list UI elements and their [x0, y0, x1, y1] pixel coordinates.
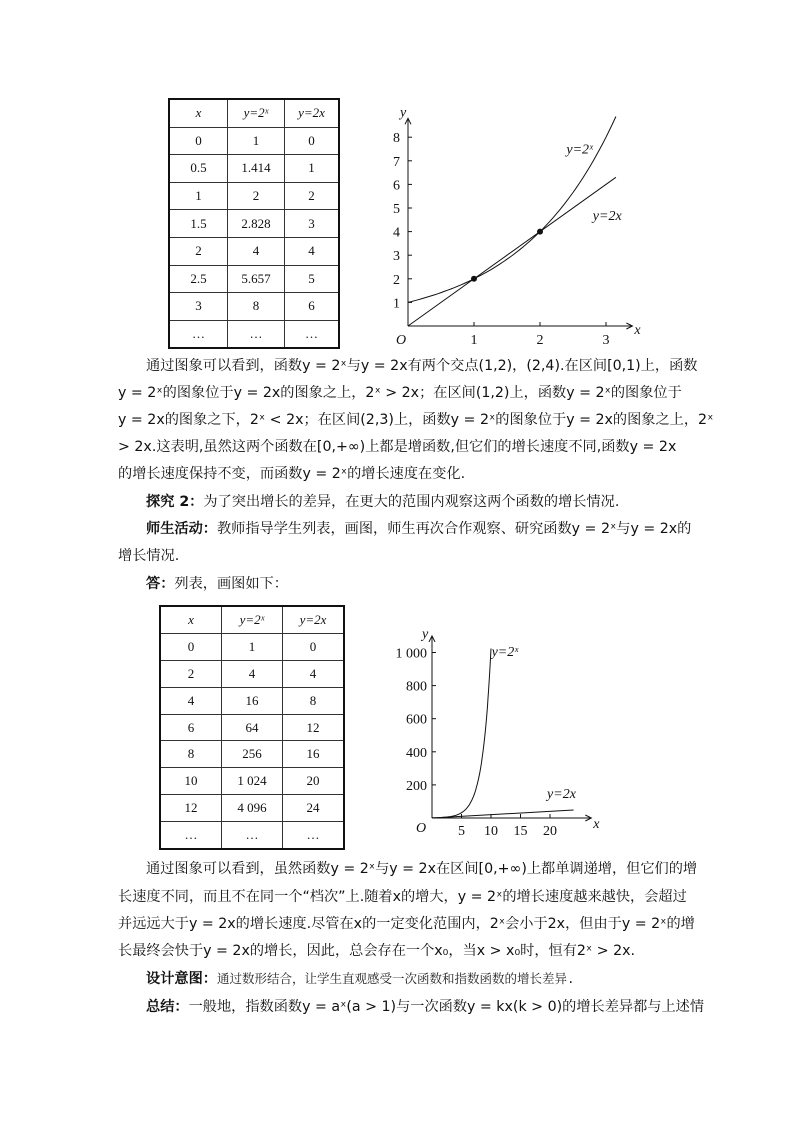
y-tick-label: 1 000 — [395, 646, 427, 662]
table-header-row — [160, 606, 344, 633]
table-cell: 2 — [160, 660, 222, 687]
y-tick-label: 5 — [393, 202, 400, 217]
design-intent — [146, 968, 574, 988]
table-cell: 3 — [285, 210, 340, 238]
x-tick-label: 3 — [602, 333, 610, 348]
answer-label: 答： — [146, 576, 175, 592]
y-tick-label: 200 — [406, 778, 427, 794]
summary-label: 总结： — [146, 999, 189, 1015]
x-tick-label: 20 — [543, 824, 557, 839]
table-cell: … — [285, 320, 340, 348]
activity — [146, 518, 691, 538]
table-cell: … — [222, 822, 283, 849]
legend-exp-label: y=2ˣ — [491, 644, 519, 660]
para2-line2: 长速度不同，而且不在同一个“档次”上.随着x的增大，y = 2ˣ的增长速度越来越快，会超过 — [118, 889, 687, 905]
table-header-cell: y=2ˣ — [228, 99, 285, 127]
table-cell: 8 — [283, 687, 345, 714]
table-cell: 5 — [285, 265, 340, 293]
table-cell: … — [283, 822, 345, 849]
table-header-cell: y=2ˣ — [222, 606, 283, 633]
table-cell: 12 — [283, 714, 345, 741]
table-row — [160, 795, 344, 822]
table-cell: 4 — [160, 687, 222, 714]
origin-label: O — [396, 333, 407, 348]
table-cell: 16 — [283, 741, 345, 768]
table-header-cell: y=2x — [285, 99, 340, 127]
x-tick-label: 1 — [470, 333, 478, 348]
table-cell: 3 — [169, 293, 228, 321]
table-header-cell: x — [160, 606, 222, 633]
table-row — [160, 768, 344, 795]
table-cell: 2 — [285, 182, 340, 210]
origin-label: O — [416, 821, 427, 836]
table-cell: 0 — [285, 127, 340, 155]
explore2 — [146, 491, 619, 511]
table-row — [160, 714, 344, 741]
table-cell: 24 — [283, 795, 345, 822]
table-row — [169, 237, 339, 265]
table-row — [169, 182, 339, 210]
table-cell: 4 — [222, 660, 283, 687]
y-tick-label: 7 — [393, 154, 400, 170]
table-cell: … — [160, 822, 222, 849]
y-axis-label: y — [400, 105, 407, 121]
table-row — [169, 127, 339, 155]
table-cell: 20 — [283, 768, 345, 795]
table-cell: 1 — [222, 633, 283, 660]
x-tick-label: 5 — [458, 824, 465, 839]
table-cell: 6 — [160, 714, 222, 741]
table-header-row — [169, 99, 339, 127]
y-tick-label: 600 — [406, 712, 427, 728]
table-cell: 8 — [228, 293, 285, 321]
y-tick-label: 4 — [393, 225, 400, 241]
legend-linear-label: y=2x — [592, 208, 622, 224]
legend-exp-label: y=2ˣ — [566, 142, 594, 158]
y-tick-label: 800 — [406, 679, 427, 695]
series-exp-curve — [432, 649, 491, 818]
table-cell: 1.414 — [228, 155, 285, 183]
table-cell: 0 — [283, 633, 345, 660]
table-row — [160, 633, 344, 660]
table-cell: 2.828 — [228, 210, 285, 238]
table-cell: 4 — [283, 660, 345, 687]
answer-text: 列表，画图如下： — [174, 576, 288, 592]
table-cell: 256 — [222, 741, 283, 768]
table-cell: 2 — [169, 237, 228, 265]
y-tick-label: 6 — [393, 178, 400, 194]
table-cell: … — [169, 320, 228, 348]
table-row — [169, 320, 339, 348]
answer — [146, 573, 288, 593]
para1-line2: y = 2ˣ的图象位于y = 2x的图象之上，2ˣ > 2x；在区间(1,2)上，函数y = 2ˣ的图象位于 — [118, 385, 682, 401]
para1-line4: > 2x.这表明,虽然这两个函数在[0,+∞)上都是增函数,但它们的增长速度不同,函数y = 2x — [118, 439, 677, 455]
chart-exp-vs-linear-small — [385, 95, 655, 355]
table-row — [169, 210, 339, 238]
table-cell: 1 — [285, 155, 340, 183]
table-row — [169, 293, 339, 321]
table-cell: 64 — [222, 714, 283, 741]
series-linear-line — [432, 810, 574, 818]
table-cell: 8 — [160, 741, 222, 768]
table-cell: 1 — [228, 127, 285, 155]
table-cell: 0.5 — [169, 155, 228, 183]
series-linear-line — [408, 177, 616, 326]
table-cell: 2 — [228, 182, 285, 210]
activity-text1: 教师指导学生列表，画图，师生再次合作观察、研究函数y = 2ˣ与y = 2x的 — [216, 521, 692, 537]
y-axis-label: y — [422, 626, 429, 642]
design-label: 设计意图： — [146, 971, 217, 987]
chart-exp-vs-linear-large — [380, 610, 660, 840]
table-cell: … — [228, 320, 285, 348]
table-cell: 10 — [160, 768, 222, 795]
table-cell: 4 — [228, 237, 285, 265]
activity-line2: 增长情况. — [118, 548, 180, 564]
summary — [146, 996, 704, 1016]
para1-line1: 通过图象可以看到，函数y = 2ˣ与y = 2x有两个交点(1,2)，(2,4).在区间[0,1)上，函数 — [146, 358, 698, 374]
explore2-text: 为了突出增长的差异，在更大的范围内观察这两个函数的增长情况. — [203, 494, 620, 510]
table-cell: 2.5 — [169, 265, 228, 293]
table-row — [160, 687, 344, 714]
y-tick-label: 3 — [393, 249, 400, 265]
table-cell: 1 — [169, 182, 228, 210]
para1-line3: y = 2x的图象之下，2ˣ < 2x；在区间(2,3)上，函数y = 2ˣ的图象位于y = 2x的图象之上，2ˣ — [118, 412, 714, 428]
para2-line1: 通过图象可以看到，虽然函数y = 2ˣ与y = 2x在区间[0,+∞)上都单调递增，但它们的增 — [146, 861, 698, 877]
table-row — [160, 660, 344, 687]
table-row — [160, 822, 344, 849]
y-tick-label: 2 — [393, 272, 400, 288]
table-cell: 5.657 — [228, 265, 285, 293]
activity-label: 师生活动： — [146, 521, 217, 537]
x-axis-label: x — [634, 323, 641, 338]
table-row — [169, 265, 339, 293]
para1-line5: 的增长速度保持不变，而函数y = 2ˣ的增长速度在变化. — [118, 466, 466, 482]
explore2-label: 探究 2： — [146, 494, 204, 510]
table-cell: 0 — [169, 127, 228, 155]
table-cell: 1 024 — [222, 768, 283, 795]
y-tick-label: 400 — [406, 745, 427, 761]
summary-text: 一般地，指数函数y = aˣ(a > 1)与一次函数y = kx(k > 0)的增长差异都与上述情 — [188, 999, 705, 1015]
table-cell: 4 — [285, 237, 340, 265]
para2-line3: 并远远大于y = 2x的增长速度.尽管在x的一定变化范围内，2ˣ会小于2x，但由于y = 2ˣ的增 — [118, 916, 695, 932]
x-tick-label: 10 — [484, 824, 498, 839]
intersection-point — [537, 229, 543, 235]
table-header-cell: y=2x — [283, 606, 345, 633]
table-cell: 4 096 — [222, 795, 283, 822]
table-cell: 16 — [222, 687, 283, 714]
y-tick-label: 1 — [393, 296, 400, 312]
table-row — [160, 741, 344, 768]
para2-line4: 长最终会快于y = 2x的增长，因此，总会存在一个x₀，当x > x₀时，恒有2ˣ > 2x. — [118, 943, 636, 959]
design-text: 通过数形结合，让学生直观感受一次函数和指数函数的增长差异. — [216, 971, 575, 986]
x-tick-label: 15 — [513, 824, 528, 839]
table-cell: 12 — [160, 795, 222, 822]
x-axis-label: x — [593, 817, 600, 832]
intersection-point — [471, 276, 477, 282]
legend-linear-label: y=2x — [547, 787, 576, 803]
y-tick-label: 8 — [393, 131, 400, 147]
table-row — [169, 155, 339, 183]
table-cell: 0 — [160, 633, 222, 660]
table-header-cell: x — [169, 99, 228, 127]
value-table-large-range — [159, 605, 345, 850]
table-cell: 1.5 — [169, 210, 228, 238]
table-cell: 6 — [285, 293, 340, 321]
x-tick-label: 2 — [536, 333, 544, 348]
value-table-small-range — [168, 98, 340, 349]
